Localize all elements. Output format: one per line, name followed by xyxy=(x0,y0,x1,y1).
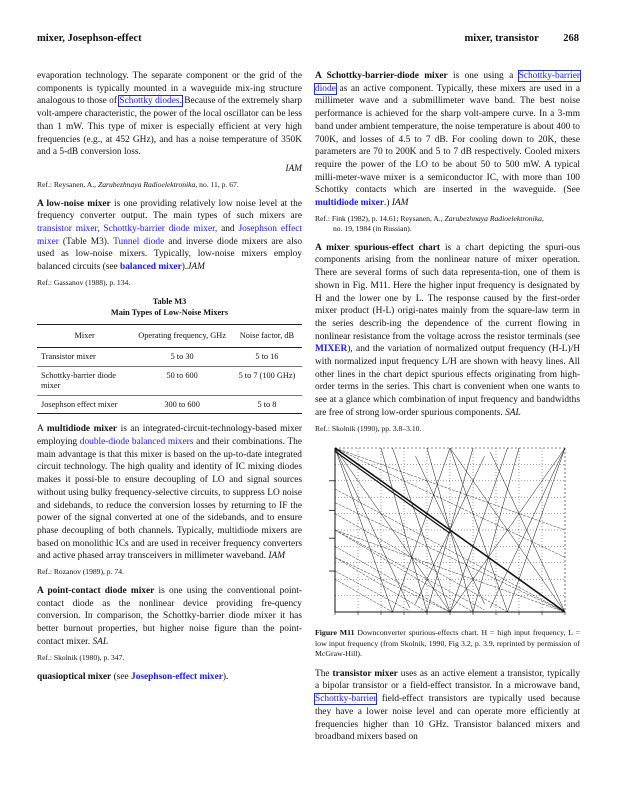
entry-schottky-barrier-diode-mixer: A Schottky-barrier-diode mixer is one using a Schottky-barrier diode as an active component. Typically, these mixers are used in a millimeter wave and a submillimeter wave band. The best noise performance is achieved for the sharp volt-ampere curve. In a 3-mm band under ambient temperature, the noise temperature is about 400 to 700K, and losses of 4.5 to 7 dB. For cooling down to 20K, these parameters are 70 to 200K and 5 to 7 dB respectively. Cooled mixers require the power of the LO to be about 50 to 500 mW. A typical milli-meter-wave mixer is a semiconductor IC, with more than 100 Schottky contacts which are inserted in the waveguide. (See multidiode mixer.) IAM xyxy=(315,71,581,209)
table-cell: 300 to 600 xyxy=(132,395,231,414)
table-row xyxy=(37,395,302,414)
entry-transistor-mixer: The transistor mixer uses as an active element a transistor, typically a bipolar transistor or a field-effect transistor. In a microwave band, Schottky-barrier field-effect transistors are typically used because they have a lower noise level and can operate more efficiently at frequencies higher than 10 GHz. Transistor balanced mixers and broadband mixers based on xyxy=(315,668,581,743)
spur-line xyxy=(508,448,566,612)
link-transistor-mixer[interactable]: transistor mixer, xyxy=(37,224,100,235)
link-schottky-barrier-diode-mixer[interactable]: Schottky-barrier diode mixer, xyxy=(103,224,218,235)
entry-term: A point-contact diode mixer xyxy=(37,586,155,597)
reference: Ref.: Reysanen, A., Zarubezhnaya Radioelektronika, no. 11, p. 67. xyxy=(37,179,239,189)
entry-term: A low-noise mixer xyxy=(37,198,111,209)
spur-line xyxy=(335,530,485,610)
author-signature: JAM xyxy=(187,262,205,273)
figure-m11 xyxy=(315,442,580,625)
left-column xyxy=(37,70,302,687)
link-josephson-effect-mixer[interactable]: Josephson-effect mixer xyxy=(131,671,223,682)
spur-line xyxy=(335,557,450,612)
low-noise-mixers-table xyxy=(37,324,302,415)
spur-line xyxy=(490,448,565,608)
running-header-left: mixer, Josephson-effect xyxy=(37,33,142,44)
column-header: Mixer xyxy=(37,324,132,348)
entry-term: transistor mixer xyxy=(332,668,398,679)
reference: Ref.: Skolnik (1990), pp. 3.8–3.10. xyxy=(315,423,422,433)
running-header-right xyxy=(465,33,579,44)
table-cell: 5 to 30 xyxy=(132,348,231,367)
table-cell: 5 to 7 (100 GHz) xyxy=(232,366,302,395)
reference: Ref.: Rozanov (1989), p. 74. xyxy=(37,567,124,577)
link-schottky-barrier[interactable]: Schottky-barrier xyxy=(315,694,377,705)
reference: Ref.: Fink (1982), p. 14.61; Reysanen, A., Zarubezhnaya Radioelektronika, no. 19, 1984 (in Russian). xyxy=(315,213,544,233)
figure-label: Figure M11 xyxy=(315,628,355,638)
entry-quasioptical-mixer: quasioptical mixer (see Josephson-effect mixer). xyxy=(37,671,229,682)
spur-line xyxy=(335,571,410,611)
table-cell: 5 to 16 xyxy=(232,348,302,367)
table-row xyxy=(37,348,302,367)
link-double-diode-balanced-mixers[interactable]: double-diode balanced mixers xyxy=(79,437,194,448)
link-mixer[interactable]: MIXER xyxy=(315,344,348,355)
link-tunnel-diode[interactable]: Tunnel diode xyxy=(113,236,165,247)
author-signature: SAL xyxy=(92,636,109,647)
table-title: Table M3 Main Types of Low-Noise Mixers xyxy=(110,296,229,317)
author-signature: IAM xyxy=(391,198,409,209)
author-signature: SAL xyxy=(505,407,521,418)
table-cell: Schottky-barrier diode mixer xyxy=(37,366,132,395)
column-header: Noise factor, dB xyxy=(232,324,302,348)
table-cell: 5 to 8 xyxy=(232,395,302,414)
table-cell: Transistor mixer xyxy=(37,348,132,367)
spur-line xyxy=(335,530,565,612)
column-header: Operating frequency, GHz xyxy=(132,324,231,348)
entry-mixer-spurious-effect-chart: A mixer spurious-effect chart is a chart depicting the spuri-ous components arising from the nonlinear nature of mixer operation. There are several forms of such data representa-tion, one of them is shown in Fig. M11. Here the higher input frequency is designated by H and the lower one by L. The response caused by the first-order mixer product (H-L) origi-nates mainly from the square-law term in the series describ-ing the dependence of the current flowing in nonlinear resistance from the voltage across the resistor terminals (see MIXER), and the variation of normalized output frequency (H-L)/H with normalized input frequency L/H are shown with heavy lines. All other lines in the chart depict spurious effects originating from high-order terms in the series. This chart is convenient when one wants to see at a glance which combination of input frequency and bandwidths are free of strong low-order spurious components. SAL xyxy=(315,242,580,418)
author-signature: IAM xyxy=(268,551,286,562)
figure-caption: Figure M11 Downconverter spurious-effects chart. H = high input frequency, L = low input frequency (from Skolnik, 1990, Fig 3.2, p. 3.9, reprinted by permission of McGraw-Hill). xyxy=(315,628,580,659)
right-column xyxy=(315,70,580,748)
entry-term: multidiode mixer xyxy=(46,424,118,435)
link-balanced-mixer[interactable]: balanced mixer xyxy=(120,262,182,273)
table-cell: 50 to 600 xyxy=(132,366,231,395)
page-number: 268 xyxy=(563,33,579,44)
spur-line xyxy=(335,530,473,612)
link-multidiode-mixer[interactable]: multidiode mixer xyxy=(315,198,385,209)
spur-line xyxy=(490,452,565,612)
link-schottky-diodes[interactable]: Schottky diodes. xyxy=(119,96,182,107)
spurious-effects-chart-image xyxy=(315,442,580,620)
spur-line xyxy=(335,448,410,608)
spur-line xyxy=(335,546,450,612)
spur-line xyxy=(335,448,450,612)
reference: Ref.: Skolnik (1980), p. 347. xyxy=(37,652,125,662)
reference: Ref.: Gassanov (1988), p. 134. xyxy=(37,277,131,287)
running-header-right-term: mixer, transistor xyxy=(464,33,539,44)
link-josephson-effect-mixer[interactable]: Josephson effect mixer xyxy=(37,224,303,247)
author-signature: IAM xyxy=(285,163,302,174)
spur-line xyxy=(335,513,508,611)
entry-term: A Schottky-barrier-diode mixer xyxy=(315,71,448,81)
entry-multidiode-mixer: A multidiode mixer is an integrated-circuit-technology-based mixer employing double-diode balanced mixers and their combinations. The main advantage is that this mixer is based on the up-to-date integrated circuit technology. The high quality and identity of IC mixing diodes makes it possi-ble to ensure decoupling of LO and signal sources without using bulky frequency-selective circuits, to suppress LO noise and sidebands, to reduce the conversion losses by returning to IF the power of the signal converted at one of the sidebands, and to ensure phase decoupling of both channels. Typically, multidiode mixers are based on monolithic ICs and are used in receiver frequency converters and active phased array transceivers in millimeter waveband. IAM xyxy=(37,424,303,562)
josephson-mixer-continued: evaporation technology. The separate component or the grid of the components is typically mounted in a waveguide mix-ing structure analogous to those of Schottky diodes. Because of the extremely sharp volt-ampere characteristic, the power of the local oscillator can be less than 1 mW. This type of mixer is especially efficient at very high frequencies (e.g., at 452 GHz), and has a noise temperature of 350K and a 5-dB conversion loss. xyxy=(37,71,303,158)
entry-term: quasioptical mixer xyxy=(37,671,112,682)
entry-term: A mixer spurious-effect chart xyxy=(315,242,441,253)
table-row xyxy=(37,366,302,395)
first-order-line xyxy=(335,451,450,533)
entry-point-contact-diode-mixer: A point-contact diode mixer is one using the conventional point-contact diode as the nonlinear device providing fre-quency conversion. In comparison, the Schottky-barrier diode mixer it has better burnout properties, but higher noise figure than the point-contact mixer. SAL xyxy=(37,586,302,647)
link-schottky-barrier-diode[interactable]: Schottky-barrier diode xyxy=(315,71,580,94)
entry-low-noise-mixer: A low-noise mixer is one providing relatively low noise level at the frequency converter output. The main types of such mixers are transistor mixer, Schottky-barrier diode mixer, and Josephson effect mixer (Table M3). Tunnel diode and inverse diode mixers are also used as low-noise mixers. Typically, low-noise mixers employ balanced circuits (see balanced mixer).JAM xyxy=(37,198,303,273)
table-cell: Josephson effect mixer xyxy=(37,395,132,414)
table-header-row xyxy=(37,324,302,348)
